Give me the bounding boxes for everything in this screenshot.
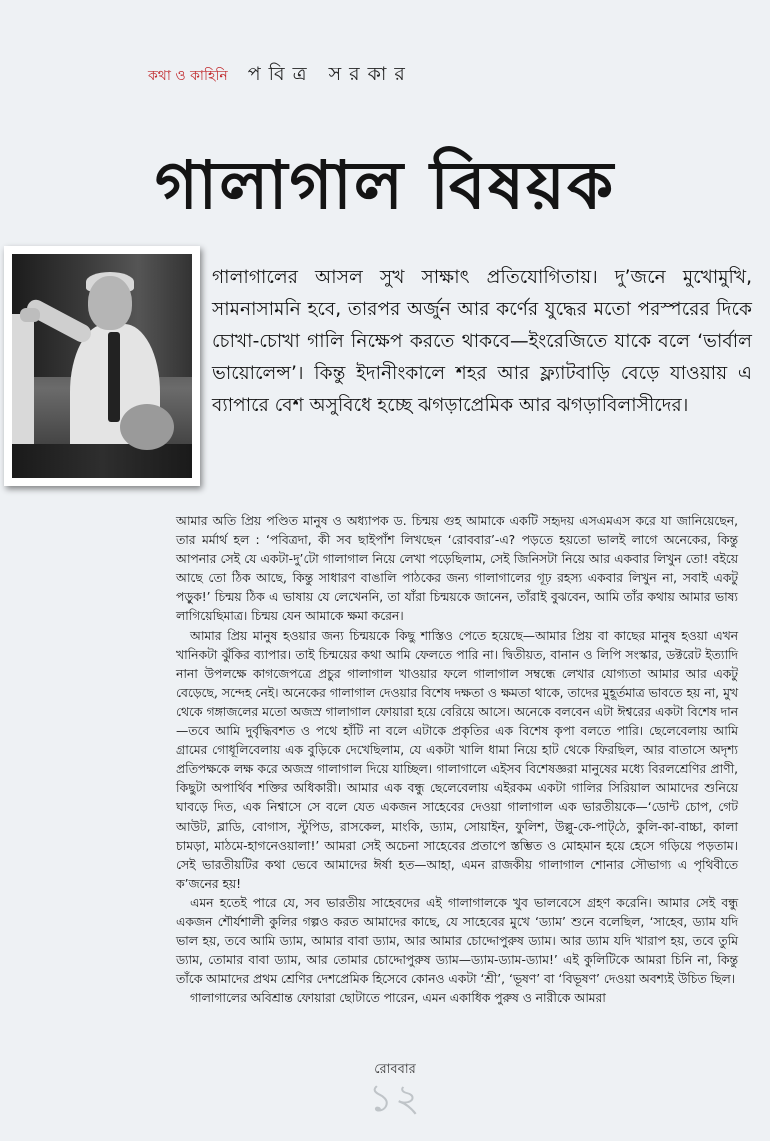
author-name: পবিত্র সরকার xyxy=(247,63,413,85)
body-paragraph: আমার অতি প্রিয় পণ্ডিত মানুষ ও অধ্যাপক ড. চিন্ময় গুহ আমাকে একটি সহৃদয় এসএমএস করে যা জানিয়েছেন, তার মর্মার্থ হল : ‘পবিত্রদা, কী সব ছাইপাঁশ লিখছেন ‘রোববার’-এ? পড়তে হয়তো ভালই লাগে অনেকের, কিন্তু আপনার সেই যে একটা-দু’টো গালাগাল নিয়ে লেখা পড়েছিলাম, সেই জিনিসটা নিয়ে আর একবার লিখুন তো! বইয়ে আছে তো ঠিক আছে, কিন্তু সাধারণ বাঙালি পাঠকের জন্য গালাগালের গূঢ় রহস্য একবার লিখুন না, সবাই একটু পড়ুক!’ চিন্ময় ঠিক এ ভাষায় যে লেখেননি, তা যাঁরা চিন্ময়কে জানেন, তাঁরাই বুঝবেন, আমি তাঁর কথায় আমার ভাষ্য লাগিয়েছিমাত্র। চিন্ময় যেন আমাকে ক্ষমা করেন। xyxy=(176,514,738,624)
body-paragraph: গালাগালের অবিশ্রান্ত ফোয়ারা ছোটাতে পারেন, এমন একাধিক পুরুষ ও নারীকে আমরা xyxy=(190,991,606,1006)
magazine-name: রোববার xyxy=(374,1062,416,1077)
page-footer xyxy=(355,1060,435,1120)
lead-paragraph: গালাগালের আসল সুখ সাক্ষাৎ প্রতিযোগিতায়। দু’জনে মুখোমুখি, সামনাসামনি হবে, তারপর অর্জুন আর কর্ণের যুদ্ধের মতো পরস্পরের দিকে চোখা-চোখা গালি নিক্ষেপ করতে থাকবে—ইংরেজিতে যাকে বলে ‘ভার্বাল ভায়োলেন্স’। কিন্তু ইদানীংকালে শহর আর ফ্ল্যাটবাড়ি বেড়ে যাওয়ায় এ ব্যাপারে বেশ অসুবিধে হচ্ছে ঝগড়াপ্রেমিক আর ঝগড়াবিলাসীদের। xyxy=(212,267,752,416)
article-title: গালাগাল বিষয়ক xyxy=(154,147,616,224)
photo-image xyxy=(12,254,192,478)
body-paragraph: এমন হতেই পারে যে, সব ভারতীয় সাহেবদের এই গালাগালকে খুব ভালবেসে গ্রহণ করেনি। আমার সেই বন্ধু একজন শৌর্যশালী কুলির গল্পও করত আমাদের কাছে, যে সাহেবের মুখে ‘ড্যাম’ শুনে বলেছিল, ‘সাহেব, ড্যাম যদি ভাল হয়, তবে আমি ড্যাম, আমার বাবা ড্যাম, আর আমার চোদ্দোপুরুষ ড্যাম। আর ড্যাম যদি খারাপ হয়, তবে তুমি ড্যাম, তোমার বাবা ড্যাম, আর তোমার চোদ্দোপুরুষ ড্যাম—ড্যাম-ড্যাম-ড্যাম!’ এই কুলিটিকে আমরা চিনি না, কিন্তু তাঁকে আমাদের প্রথম শ্রেণির দেশপ্রেমিক হিসেবে কোনও একটা ‘শ্রী’, ‘ভূষণ’ বা ‘বিভূষণ’ দেওয়া অবশ্যই উচিত ছিল। xyxy=(176,895,738,987)
page-header xyxy=(148,60,413,92)
section-label: কথা ও কাহিনি xyxy=(148,68,228,84)
article-body xyxy=(176,512,738,1008)
article-photo xyxy=(4,246,200,486)
page-number: ১২ xyxy=(368,1076,422,1120)
body-paragraph: আমার প্রিয় মানুষ হওয়ার জন্য চিন্ময়কে কিছু শাস্তিও পেতে হয়েছে—আমার প্রিয় বা কাছের মানুষ হওয়া এখন খানিকটা ঝুঁকির ব্যাপার। তাই চিন্ময়ের কথা আমি ফেলতে পারি না। দ্বিতীয়ত, বানান ও লিপি সংস্কার, ডক্টরেট ইত্যাদি নানা উপলক্ষে কাগজেপত্রে প্রচুর গালাগাল খাওয়ার ফলে গালাগাল সম্বন্ধে লেখার যোগ্যতা আমার আর একটু বেড়েছে, সন্দেহ নেই। অনেকের গালাগাল দেওয়ার বিশেষ দক্ষতা ও ক্ষমতা থাকে, তাদের মুহূর্তমাত্র ভাবতে হয় না, মুখ থেকে গঙ্গাজলের মতো অজস্র গালাগাল ফোয়ারা হয়ে বেরিয়ে আসে। অনেকে বলবেন এটা ঈশ্বরের একটা বিশেষ দান—তবে আমি দুর্বৃদ্ধিবশত ও পথে হাঁটি না বলে এটাকে প্রকৃতির এক বিশেষ কৃপা বলতে পারি। ছেলেবেলায় আমি গ্রামের গোধূলিবেলায় এক বুড়িকে দেখেছিলাম, যে একটা খালি ধামা নিয়ে হাট থেকে ফিরছিল, আর বাতাসে অদৃশ্য প্রতিপক্ষকে লক্ষ করে অজস্র গালাগাল দিয়ে যাচ্ছিল। গালাগালে এইসব বিশেষজ্ঞরা মানুষের মধ্যে বিরলশ্রেণির প্রাণী, কিছুটা অপার্থিব শক্তির অধিকারী। আমার এক বন্ধু ছেলেবেলায় এইরকম একটা গালির সিরিয়াল আমাদের শুনিয়ে ঘাবড়ে দিত, এক নিশ্বাসে সে বলে যেত একজন সাহেবের দেওয়া গালাগাল এক ভারতীয়কে—‘ডোন্ট চোপ, গেট আউট, ব্লাডি, বোগাস, স্টুপিড, রাসকেল, মাংকি, ড্যাম, সোয়াইন, ফুলিশ, উল্লু-কে-পাট্‌ঠে, কুলি-কা-বাচ্চা, কালা চামড়া, মাঠমে-হাগনেওয়ালা!’ আমরা সেই অচেনা সাহেবের প্রতাপে স্তম্ভিত ও মোহমান হয়ে হেসে গড়িয়ে পড়তাম। সেই ভারতীয়টির কথা ভেবে আমাদের ঈর্ষা হত—আহা, এমন রাজকীয় গালাগাল শোনার সৌভাগ্য এ পৃথিবীতে ক’জনের হয়! xyxy=(176,628,738,891)
